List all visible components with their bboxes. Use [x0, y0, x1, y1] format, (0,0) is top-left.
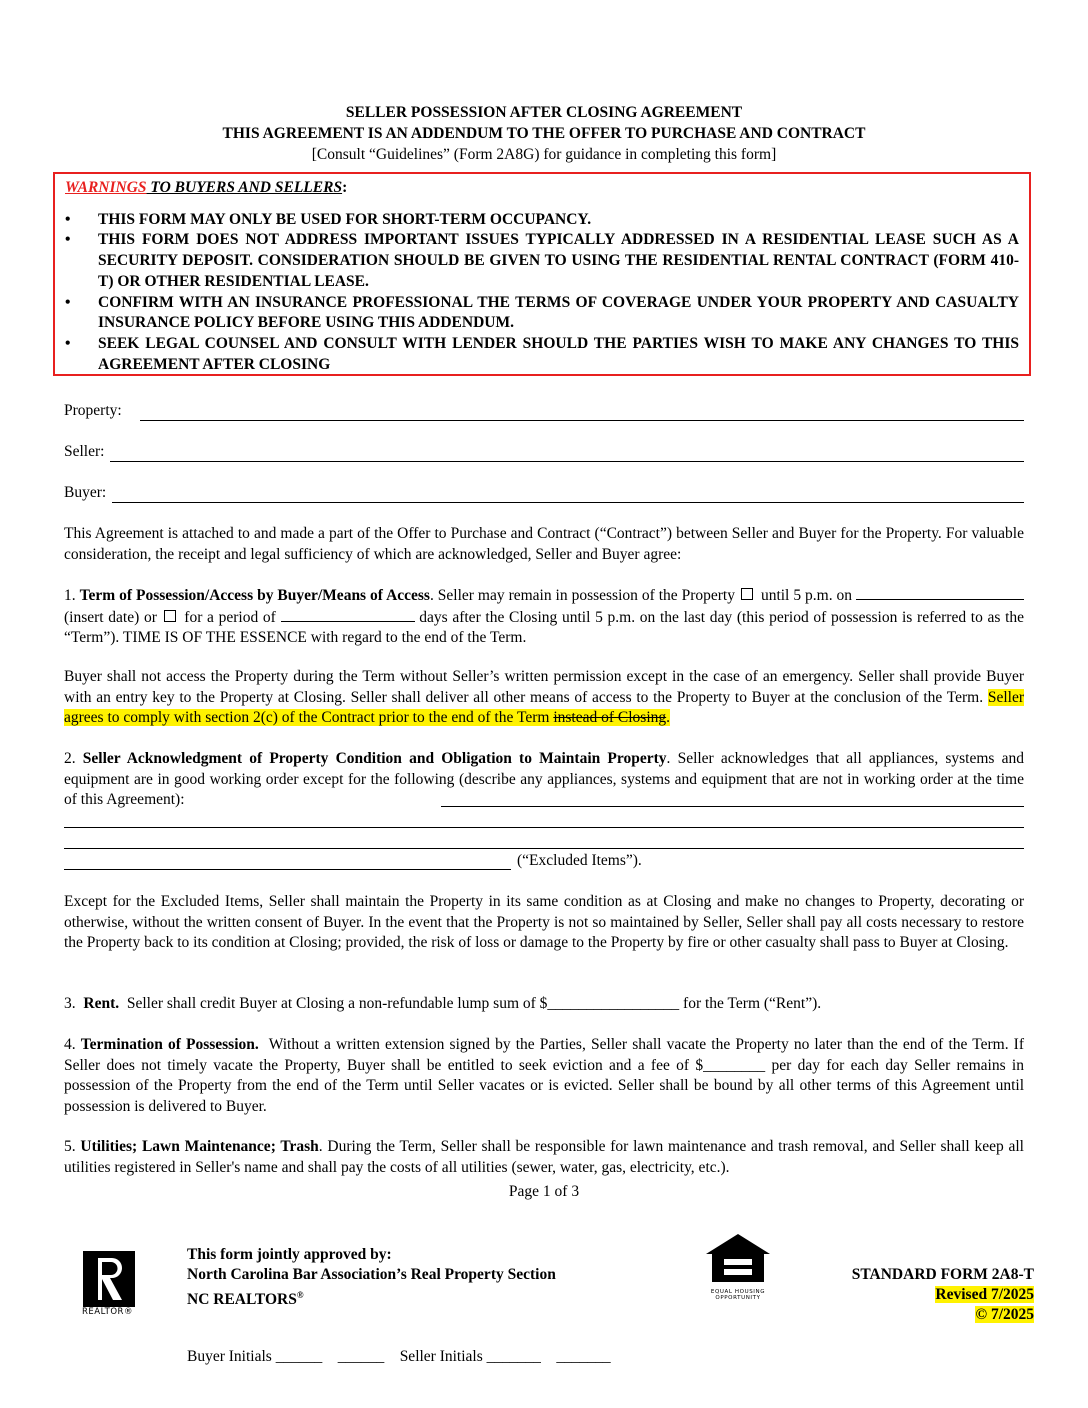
bullet-icon: • [65, 231, 71, 249]
warnings-audience: TO BUYERS AND SELLERS [146, 179, 343, 196]
warnings-label: WARNINGS [65, 179, 147, 196]
section-text: . Seller acknowledges that all appliances, systems and equipment are in good working order except for the following (describe any appliances, systems and equipment that are not in working order at the time of this Agreement): [64, 750, 1024, 809]
property-input-line[interactable] [140, 406, 1024, 421]
realtor-logo-icon [82, 1250, 146, 1320]
approval-block [187, 1245, 556, 1310]
excluded-line-3[interactable] [64, 848, 1024, 849]
excluded-items-label: (“Excluded Items”). [517, 852, 642, 869]
section-heading: Term of Possession/Access by Buyer/Means of Access [79, 587, 430, 604]
seller-initials-label: Seller Initials [399, 1348, 483, 1365]
section-text: Buyer shall not access the Property during the Term without Seller’s written permission except in the case of an emergency. Seller shall provide Buyer with an entry key to the Property at Closing. Seller shall deliver all other means of access to the Property to Buyer at the conclusion of the Term. [64, 668, 1024, 706]
section-3 [64, 994, 1024, 1015]
warning-item [65, 230, 1019, 292]
warnings-box [53, 172, 1031, 376]
fee-input-line[interactable]: ________ [703, 1056, 766, 1074]
section-text: . During the Term, Seller shall be responsible for lawn maintenance and trash removal, and Seller shall keep all utilities registered in Seller's name and shall pay the costs of all utilities (sewer, water, gas, electricity, etc.). [64, 1138, 1024, 1176]
warnings-list [65, 210, 1019, 376]
section-2-maintenance: Except for the Excluded Items, Seller shall maintain the Property in its same condition as at Closing and make no changes to Property, decorating or otherwise, without the written consent of Buyer. In the event that the Property is not so maintained by Seller, Seller shall pay all costs necessary to restore the Property back to its condition at Closing; provided, the risk of loss or damage to the Property by fire or other casualty shall pass to Buyer at Closing. [64, 893, 1024, 952]
intro-paragraph: This Agreement is attached to and made a part of the Offer to Purchase and Contract (“Contract”) between Seller and Buyer for the Property. For valuable consideration, the receipt and legal sufficiency of which are acknowledged, Seller and Buyer agree: [64, 525, 1024, 563]
seller-label: Seller: [64, 443, 105, 460]
checkbox-period[interactable] [164, 610, 176, 622]
section-number: 4. [64, 1036, 76, 1053]
eho-line-1: EQUAL HOUSING [710, 1289, 766, 1295]
section-2 [64, 749, 1024, 811]
section-text: until 5 p.m. on [760, 587, 853, 604]
consult-guidelines: [Consult “Guidelines” (Form 2A8G) for guidance in completing this form] [311, 146, 777, 163]
section-number: 3. [64, 995, 76, 1012]
excluded-line-1[interactable] [441, 806, 1024, 807]
seller-initials-input[interactable]: _______ _______ [486, 1348, 611, 1365]
section-4 [64, 1035, 1024, 1117]
section-5 [64, 1137, 1024, 1178]
warning-text: SEEK LEGAL COUNSEL AND CONSULT WITH LENDER SHOULD THE PARTIES WISH TO MAKE ANY CHANGES TO THIS AGREEMENT AFTER CLOSING [98, 334, 1019, 373]
equal-housing-icon [704, 1232, 772, 1301]
bullet-icon: • [65, 210, 71, 228]
date-input-line[interactable] [856, 585, 1024, 600]
warning-item [65, 293, 1019, 334]
warning-text: CONFIRM WITH AN INSURANCE PROFESSIONAL THE TERMS OF COVERAGE UNDER YOUR PROPERTY AND CASUALTY INSURANCE POLICY BEFORE USING THIS ADDENDUM. [98, 293, 1019, 332]
section-text: Seller shall credit Buyer at Closing a non-refundable lump sum of $ [126, 995, 548, 1012]
section-number: 1. [64, 587, 76, 604]
section-text: Without a written extension signed by the Parties, Seller shall vacate the Property no later than the end of the Term. If Seller does not timely vacate the Property, Buyer shall be entitled to seek eviction and a fee of $ [64, 1036, 1025, 1074]
approver-nc-realtors [187, 1285, 556, 1310]
property-label: Property: [64, 402, 122, 419]
warning-text: THIS FORM MAY ONLY BE USED FOR SHORT-TERM OCCUPANCY. [98, 210, 592, 228]
seller-field [64, 442, 1024, 462]
section-1 [64, 585, 1024, 649]
excluded-line-2[interactable] [64, 827, 1024, 828]
days-input-line[interactable] [281, 607, 415, 622]
section-text: for the Term (“Rent”). [679, 995, 822, 1012]
form-number: STANDARD FORM 2A8-T [851, 1266, 1034, 1283]
buyer-initials-label: Buyer Initials [187, 1348, 272, 1365]
excluded-line-4[interactable] [64, 869, 511, 870]
section-text: per day for each day Seller remains in possession of the Property from the end of the Term until Seller vacates or is evicted. Seller shall be bound by all other terms of this Agreement until possession is delivered to Buyer. [64, 1056, 1024, 1115]
warning-text: THIS FORM DOES NOT ADDRESS IMPORTANT ISSUES TYPICALLY ADDRESSED IN A RESIDENTIAL LEASE SUCH AS A SECURITY DEPOSIT. CONSIDERATION SHOULD BE GIVEN TO USING THE RESIDENTIAL RENTAL CONTRACT (FORM 410-T) OR OTHER RESIDENTIAL LEASE. [98, 231, 1019, 290]
bullet-icon: • [65, 293, 71, 311]
seller-input-line[interactable] [110, 447, 1024, 462]
section-number: 2. [64, 750, 76, 767]
section-heading: Rent. [83, 995, 120, 1012]
property-field [64, 401, 1024, 421]
warnings-heading [65, 178, 1019, 199]
bullet-icon: • [65, 334, 71, 352]
highlight-span: Seller agrees to comply with section 2(c) of the Contract prior to the end of the Term [64, 688, 1024, 727]
warning-item [65, 210, 1019, 231]
section-text: . Seller may remain in possession of the Property [429, 587, 735, 604]
copyright-date: © 7/2025 [975, 1306, 1034, 1323]
section-text: days after the Closing until 5 p.m. on the last day (this period of possession is referred to as the “Term”). TIME IS OF THE ESSENCE with regard to the end of the Term. [64, 608, 1025, 647]
page-number: Page 1 of 3 [508, 1183, 580, 1200]
section-heading: Utilities; Lawn Maintenance; Trash [80, 1138, 319, 1155]
section-number: 5. [64, 1138, 76, 1155]
title-block [0, 102, 1088, 165]
warning-item [65, 334, 1019, 375]
standard-form-block [852, 1265, 1034, 1325]
revised-date: Revised 7/2025 [935, 1286, 1034, 1303]
struck-text: instead of Closing [553, 709, 667, 727]
warnings-colon: : [342, 179, 348, 196]
section-text: (insert date) or [64, 608, 157, 626]
realtor-logo-text: REALTOR® [82, 1307, 133, 1317]
section-heading: Termination of Possession. [80, 1036, 259, 1053]
buyer-field [64, 483, 1024, 503]
initials-line [187, 1348, 611, 1366]
section-heading: Seller Acknowledgment of Property Condition and Obligation to Maintain Property [82, 750, 667, 767]
nc-realtors-text: NC REALTORS [187, 1291, 297, 1309]
form-subtitle: THIS AGREEMENT IS AN ADDENDUM TO THE OFFER TO PURCHASE AND CONTRACT [222, 125, 866, 142]
approver-bar-association: North Carolina Bar Association’s Real Property Section [187, 1266, 556, 1283]
eho-line-2: OPPORTUNITY [715, 1295, 761, 1301]
period-text: . [666, 709, 671, 727]
equal-housing-text [704, 1289, 772, 1301]
rent-input-line[interactable]: _________________ [547, 995, 680, 1012]
buyer-initials-input[interactable]: ______ ______ [275, 1348, 385, 1365]
approved-by-label: This form jointly approved by: [187, 1246, 392, 1263]
registered-mark: ® [296, 1290, 304, 1300]
form-title: SELLER POSSESSION AFTER CLOSING AGREEMENT [345, 104, 743, 121]
buyer-label: Buyer: [64, 484, 107, 501]
section-1-access [64, 667, 1024, 729]
buyer-input-line[interactable] [112, 488, 1024, 503]
section-text: for a period of [184, 608, 276, 626]
checkbox-until-date[interactable] [741, 588, 753, 600]
